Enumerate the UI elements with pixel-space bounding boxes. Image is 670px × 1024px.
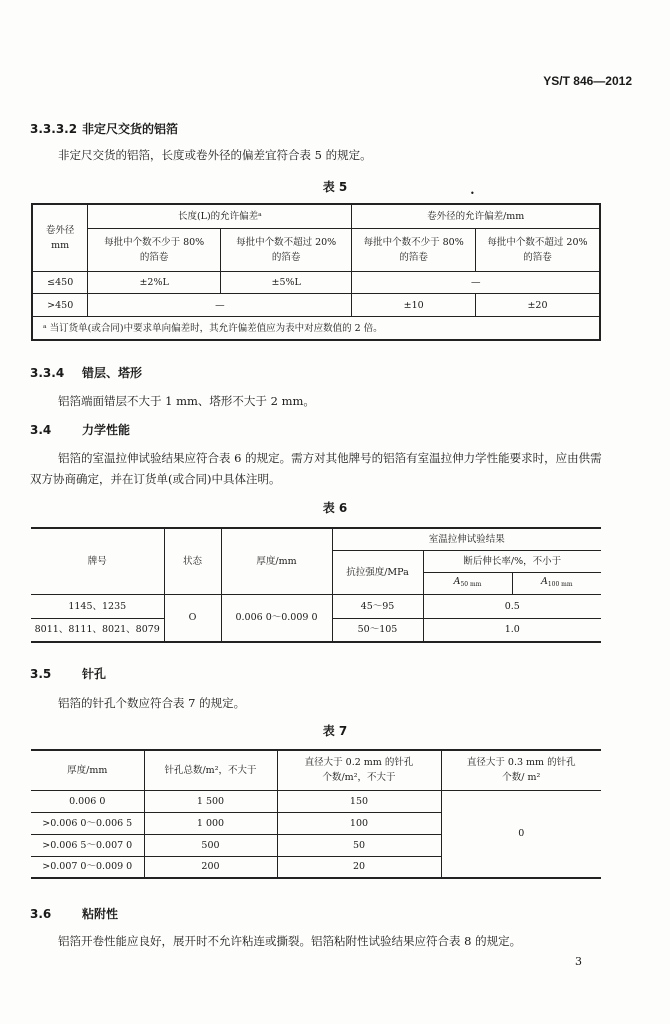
paragraph-334: 铝箔端面错层不大于 1 mm、塔形不大于 2 mm。	[58, 394, 315, 408]
t5-cell: —	[352, 272, 600, 294]
t5-cell: ±5%L	[220, 272, 352, 294]
t6-cell-temper: O	[164, 594, 221, 642]
standard-number: YS/T 846—2012	[543, 74, 632, 88]
t6-header-a50: $A_{50 mm}$	[423, 572, 512, 594]
section-title: 非定尺交货的铝箔	[82, 122, 179, 136]
t6-cell-elong: 0.5	[423, 594, 601, 618]
section-number: 3.5	[30, 667, 52, 681]
t7-header-d02: 直径大于 0.2 mm 的针孔 个数/m²，不大于	[277, 750, 441, 790]
section-number: 3.3.3.2	[30, 122, 78, 136]
t7-cell-total: 500	[144, 834, 277, 856]
t7-header-d03: 直径大于 0.3 mm 的针孔 个数/ m²	[441, 750, 601, 790]
t7-cell-d02: 150	[277, 790, 441, 812]
t5-sub-b: 每批中个数不超过 20% 的箔卷	[475, 228, 600, 272]
t6-cell-tensile: 50～105	[332, 618, 423, 642]
t6-header-elongation: 断后伸长率/%，不小于	[423, 550, 601, 572]
t6-cell-alloy: 8011、8111、8021、8079	[31, 618, 164, 642]
t5-sub-a: 每批中个数不少于 80% 的箔卷	[88, 228, 221, 272]
section-heading-3332	[30, 120, 178, 137]
t7-cell-total: 1 000	[144, 812, 277, 834]
t7-cell-d03: 0	[441, 790, 601, 878]
t5-footnote: ᵃ 当订货单(或合同)中要求单向偏差时，其允许偏差值应为表中对应数值的 2 倍。	[32, 317, 600, 340]
t5-cell: —	[88, 294, 352, 317]
t7-cell-total: 200	[144, 856, 277, 878]
section-title: 针孔	[82, 667, 107, 681]
t7-cell-d02: 100	[277, 812, 441, 834]
section-number: 3.6	[30, 907, 52, 921]
t5-header-diam-tol: 卷外径的允许偏差/mm	[352, 204, 600, 228]
t6-cell-thickness: 0.006 0～0.009 0	[221, 594, 332, 642]
t6-header-temper: 状态	[164, 528, 221, 594]
t5-header-outer-diameter: 卷外径 mm	[32, 204, 88, 272]
table5-caption: 表 5	[322, 180, 348, 194]
section-heading-36	[30, 905, 118, 922]
table7-caption: 表 7	[322, 724, 348, 738]
t5-cell: ≤450	[32, 272, 88, 294]
t7-cell-d02: 50	[277, 834, 441, 856]
t7-cell-thickness: >0.007 0～0.009 0	[31, 856, 144, 878]
t7-cell-total: 1 500	[144, 790, 277, 812]
section-number: 3.3.4	[30, 366, 65, 380]
t6-header-thickness: 厚度/mm	[221, 528, 332, 594]
paragraph-36: 铝箔开卷性能应良好，展开时不允许粘连或撕裂。铝箔粘附性试验结果应符合表 8 的规定。	[58, 934, 522, 948]
t6-header-a100: $A_{100 mm}$	[512, 572, 601, 594]
table6-caption: 表 6	[322, 501, 348, 515]
t5-sub-a: 每批中个数不少于 80% 的箔卷	[352, 228, 476, 272]
section-title: 力学性能	[82, 423, 131, 437]
section-heading-35	[30, 665, 106, 682]
section-number: 3.4	[30, 423, 52, 437]
t5-cell: >450	[32, 294, 88, 317]
speck-mark: •	[470, 189, 475, 198]
t7-header-thickness: 厚度/mm	[31, 750, 144, 790]
t6-cell-alloy: 1145、1235	[31, 594, 164, 618]
t6-cell-elong: 1.0	[423, 618, 601, 642]
t5-header-length-tol: 长度(L)的允许偏差ᵃ	[88, 204, 352, 228]
table-5	[31, 203, 601, 341]
t6-header-tensile: 抗拉强度/MPa	[332, 550, 423, 594]
t6-header-results: 室温拉伸试验结果	[332, 528, 601, 550]
t7-cell-thickness: 0.006 0	[31, 790, 144, 812]
section-title: 错层、塔形	[82, 366, 143, 380]
t7-cell-thickness: >0.006 5～0.007 0	[31, 834, 144, 856]
t7-cell-d02: 20	[277, 856, 441, 878]
paragraph-3332: 非定尺交货的铝箔，长度或卷外径的偏差宜符合表 5 的规定。	[58, 148, 372, 162]
t6-cell-tensile: 45～95	[332, 594, 423, 618]
t5-sub-b: 每批中个数不超过 20% 的箔卷	[220, 228, 352, 272]
section-title: 粘附性	[82, 907, 119, 921]
paragraph-34: 铝箔的室温拉伸试验结果应符合表 6 的规定。需方对其他牌号的铝箔有室温拉伸力学性能要求时，应由供需双方协商确定，并在订货单(或合同)中具体注明。	[30, 451, 602, 486]
t5-cell: ±2%L	[88, 272, 221, 294]
section-heading-334	[30, 364, 142, 381]
section-heading-34	[30, 421, 130, 438]
paragraph-35: 铝箔的针孔个数应符合表 7 的规定。	[58, 696, 246, 710]
table-6	[31, 527, 601, 643]
t5-cell: ±10	[352, 294, 476, 317]
t6-header-alloy: 牌号	[31, 528, 164, 594]
t5-cell: ±20	[475, 294, 600, 317]
page-number: 3	[575, 955, 582, 968]
t7-cell-thickness: >0.006 0～0.006 5	[31, 812, 144, 834]
table-7	[31, 749, 601, 879]
t7-header-total: 针孔总数/m²，不大于	[144, 750, 277, 790]
